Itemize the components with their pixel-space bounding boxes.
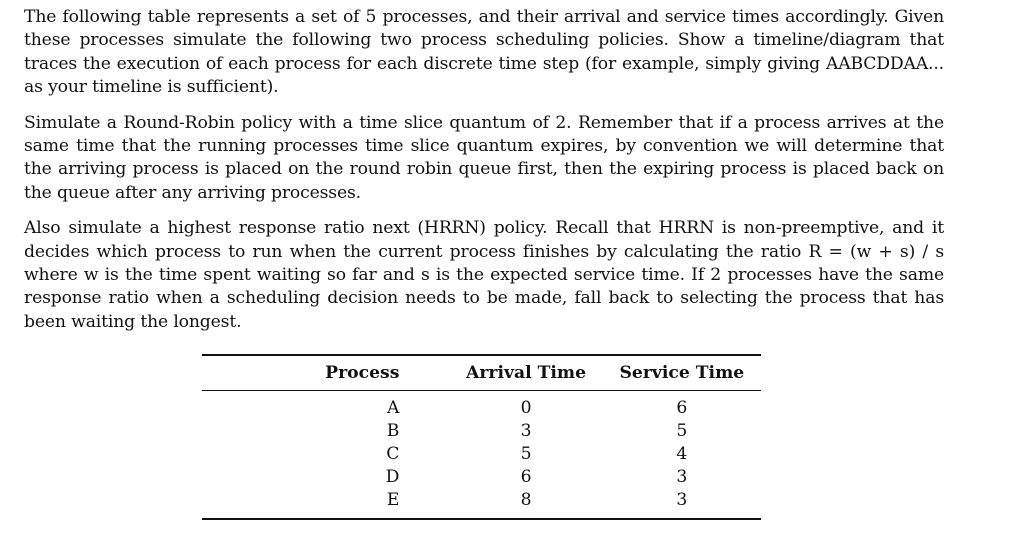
- cell-process: D: [385, 467, 400, 488]
- table-row: [202, 466, 761, 489]
- table-header-row: [202, 355, 761, 391]
- table-row: [202, 391, 761, 420]
- header-service-time: Service Time: [619, 363, 745, 383]
- cell-arrival: 5: [520, 443, 532, 464]
- cell-service: 3: [676, 490, 688, 511]
- document-body: [24, 6, 944, 334]
- header-arrival-time: Arrival Time: [466, 363, 587, 383]
- paragraph-intro: The following table represents a set of 5 processes, and their arrival and service times accordingly. Given these processes simulate the following two process scheduling policies. Show a timeline/diagram that traces the execution of each process for each discrete time step (for example, simply giving AABCDDAA... as your timeline is sufficient).: [24, 7, 944, 98]
- cell-arrival: 8: [520, 490, 532, 511]
- paragraph-round-robin: Simulate a Round-Robin policy with a time slice quantum of 2. Remember that if a process arrives at the same time that the running processes time slice quantum expires, by convention we will determine that the arriving process is placed on the round robin queue first, then the expiring process is placed back on the queue after any arriving processes.: [24, 112, 944, 203]
- cell-service: 4: [676, 443, 688, 464]
- cell-arrival: 0: [520, 397, 532, 418]
- table-row: [202, 419, 761, 442]
- cell-arrival: 6: [520, 467, 532, 488]
- cell-service: 3: [676, 467, 688, 488]
- header-process: Process: [325, 363, 400, 383]
- cell-service: 6: [676, 397, 688, 418]
- table-row: [202, 489, 761, 519]
- paragraph-hrrn: Also simulate a highest response ratio next (HRRN) policy. Recall that HRRN is non-preemptive, and it decides which process to run when the current process finishes by calculating the ratio R = (w + s) / s where w is the time spent waiting so far and s is the expected service time. If 2 processes have the same response ratio when a scheduling decision needs to be made, fall back to selecting the process that has been waiting the longest.: [24, 218, 944, 332]
- process-table: [202, 354, 761, 520]
- cell-process: C: [386, 443, 400, 464]
- cell-process: E: [386, 490, 400, 511]
- cell-arrival: 3: [520, 420, 532, 441]
- cell-process: A: [386, 397, 400, 418]
- cell-process: B: [386, 420, 400, 441]
- table-row: [202, 442, 761, 465]
- cell-service: 5: [676, 420, 688, 441]
